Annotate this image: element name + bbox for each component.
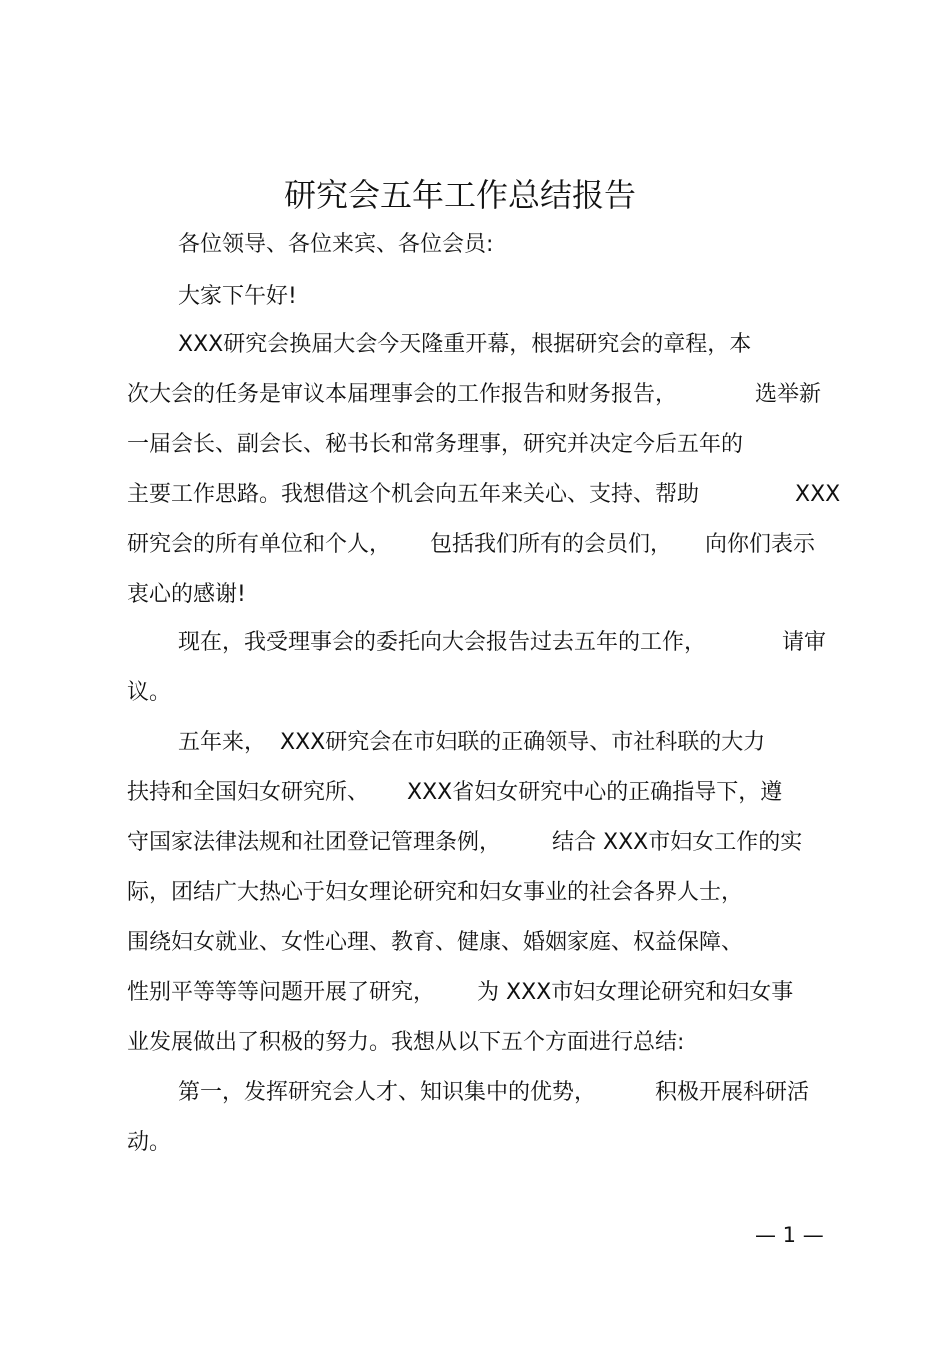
paragraph-line: 围绕妇女就业、女性心理、教育、健康、婚姻家庭、权益保障、 [127, 930, 744, 955]
paragraph-line: 现在，我受理事会的委托向大会报告过去五年的工作， [178, 630, 707, 655]
paragraph-line: 向你们表示 [705, 532, 816, 557]
paragraph-line: 性别平等等等问题开展了研究， [127, 980, 436, 1005]
paragraph-line: 包括我们所有的会员们， [430, 532, 673, 557]
paragraph-line: 业发展做出了积极的努力。我想从以下五个方面进行总结: [127, 1030, 685, 1055]
paragraph-line: XXX [795, 482, 841, 507]
page-number: — 1 — [755, 1223, 824, 1247]
paragraph-line: 五年来， [178, 730, 267, 755]
greeting-afternoon: 大家下午好! [178, 284, 297, 309]
paragraph-line: 守国家法律法规和社团登记管理条例， [127, 830, 502, 855]
paragraph-line: 积极开展科研活 [655, 1080, 810, 1105]
paragraph-line: 一届会长、副会长、秘书长和常务理事，研究并决定今后五年的 [127, 432, 744, 457]
paragraph-line: XXX研究会换届大会今天隆重开幕，根据研究会的章程，本 [178, 332, 752, 357]
paragraph-line: XXX研究会在市妇联的正确领导、市社科联的大力 [280, 730, 766, 755]
paragraph-line: 主要工作思路。我想借这个机会向五年来关心、支持、帮助 [127, 482, 700, 507]
paragraph-line: 结合 XXX市妇女工作的实 [552, 830, 803, 855]
paragraph-line: 议。 [127, 680, 172, 705]
paragraph-line: 动。 [127, 1130, 172, 1155]
document-title: 研究会五年工作总结报告 [283, 176, 636, 214]
paragraph-line: 请审 [782, 630, 827, 655]
paragraph-line: 为 XXX市妇女理论研究和妇女事 [477, 980, 794, 1005]
greeting-line: 各位领导、各位来宾、各位会员: [178, 232, 494, 257]
paragraph-line: 研究会的所有单位和个人， [127, 532, 392, 557]
paragraph-line: XXX省妇女研究中心的正确指导下，遵 [407, 780, 783, 805]
paragraph-line: 第一，发挥研究会人才、知识集中的优势， [178, 1080, 597, 1105]
paragraph-line: 选举新 [755, 382, 822, 407]
paragraph-line: 扶持和全国妇女研究所、 [127, 780, 370, 805]
paragraph-line: 衷心的感谢! [127, 582, 246, 607]
paragraph-line: 际，团结广大热心于妇女理论研究和妇女事业的社会各界人士， [127, 880, 744, 905]
paragraph-line: 次大会的任务是审议本届理事会的工作报告和财务报告， [127, 382, 678, 407]
